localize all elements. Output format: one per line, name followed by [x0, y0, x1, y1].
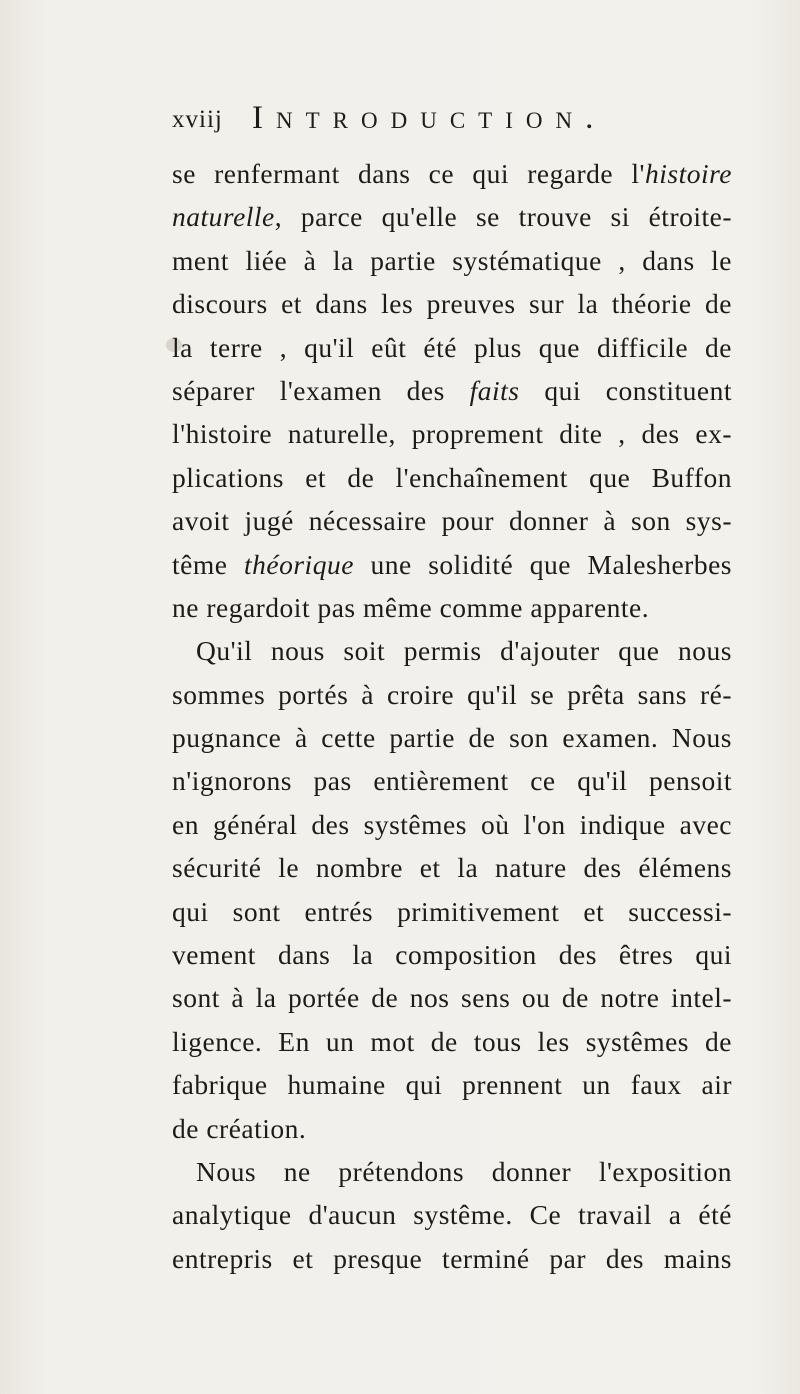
text-line [172, 673, 732, 716]
text-line [172, 499, 732, 542]
text-segment: ment liée à la partie systématique , dans le [172, 244, 732, 276]
text-line [172, 195, 732, 238]
text-segment: plications et de l'enchaînement que Buffon [172, 461, 732, 493]
text-line [172, 369, 732, 412]
text-line [172, 629, 732, 672]
text-segment: fabrique humaine qui prennent un faux air [172, 1069, 732, 1101]
paragraph [172, 152, 732, 629]
text-segment: , parce qu'elle se trouve si étroite- [274, 201, 732, 233]
text-line [172, 933, 732, 976]
text-segment: ligence. En un mot de tous les systêmes de [172, 1025, 732, 1057]
text-segment: entrepris et presque terminé par des mains [172, 1242, 732, 1274]
text-segment: n'ignorons pas entièrement ce qu'il pensoit [172, 765, 732, 797]
page-number: xviij [172, 106, 223, 133]
text-line [172, 1063, 732, 1106]
body-text [172, 152, 732, 1280]
text-segment: avoit jugé nécessaire pour donner à son sys- [172, 505, 732, 537]
text-segment: ne regardoit pas même comme apparente. [172, 591, 650, 623]
text-segment: de création. [172, 1112, 307, 1144]
text-line [172, 456, 732, 499]
italic-text: histoire [644, 158, 732, 189]
text-line [172, 716, 732, 759]
text-segment: se renfermant dans ce qui regarde l' [172, 158, 645, 189]
text-line [172, 586, 732, 629]
paragraph [172, 1150, 732, 1280]
text-line [172, 412, 732, 455]
paragraph [172, 629, 732, 1150]
text-line [172, 1107, 732, 1150]
italic-text: faits [469, 374, 520, 406]
text-segment: Qu'il nous soit permis d'ajouter que nous [196, 635, 732, 667]
text-segment: tême [172, 548, 244, 580]
text-line [172, 1237, 732, 1280]
text-segment: sommes portés à croire qu'il se prêta sans ré- [172, 678, 732, 710]
text-segment: qui constituent [519, 374, 732, 406]
italic-text: théorique [244, 548, 354, 580]
text-segment: séparer l'examen des [172, 374, 470, 406]
text-line [172, 803, 732, 846]
text-line [172, 846, 732, 889]
text-line [172, 1193, 732, 1236]
text-segment: sécurité le nombre et la nature des élémens [172, 852, 732, 884]
text-segment: sont à la portée de nos sens ou de notre intel- [172, 982, 732, 1014]
running-head [172, 100, 732, 140]
text-line [172, 543, 732, 586]
text-segment: la terre , qu'il eût été plus que difficile de [172, 331, 732, 363]
running-title: Introduction. [252, 100, 607, 136]
text-line [172, 282, 732, 325]
text-segment: discours et dans les preuves sur la théorie de [172, 288, 732, 320]
text-line [172, 1020, 732, 1063]
text-segment: l'histoire naturelle, proprement dite , des ex- [172, 418, 732, 450]
text-segment: pugnance à cette partie de son examen. Nous [172, 722, 732, 754]
italic-text: naturelle [172, 201, 275, 233]
text-segment: en général des systêmes où l'on indique avec [172, 808, 732, 840]
text-segment: une solidité que Malesherbes [353, 548, 732, 580]
text-line [172, 890, 732, 933]
text-line [172, 152, 732, 195]
text-segment: analytique d'aucun systême. Ce travail a été [172, 1199, 732, 1231]
text-segment: vement dans la composition des êtres qui [172, 939, 732, 971]
text-segment: qui sont entrés primitivement et successi- [172, 895, 732, 927]
text-segment: Nous ne prétendons donner l'exposition [196, 1155, 732, 1187]
text-line [172, 1150, 732, 1193]
text-line [172, 239, 732, 282]
text-line [172, 759, 732, 802]
text-line [172, 976, 732, 1019]
text-line [172, 326, 732, 369]
